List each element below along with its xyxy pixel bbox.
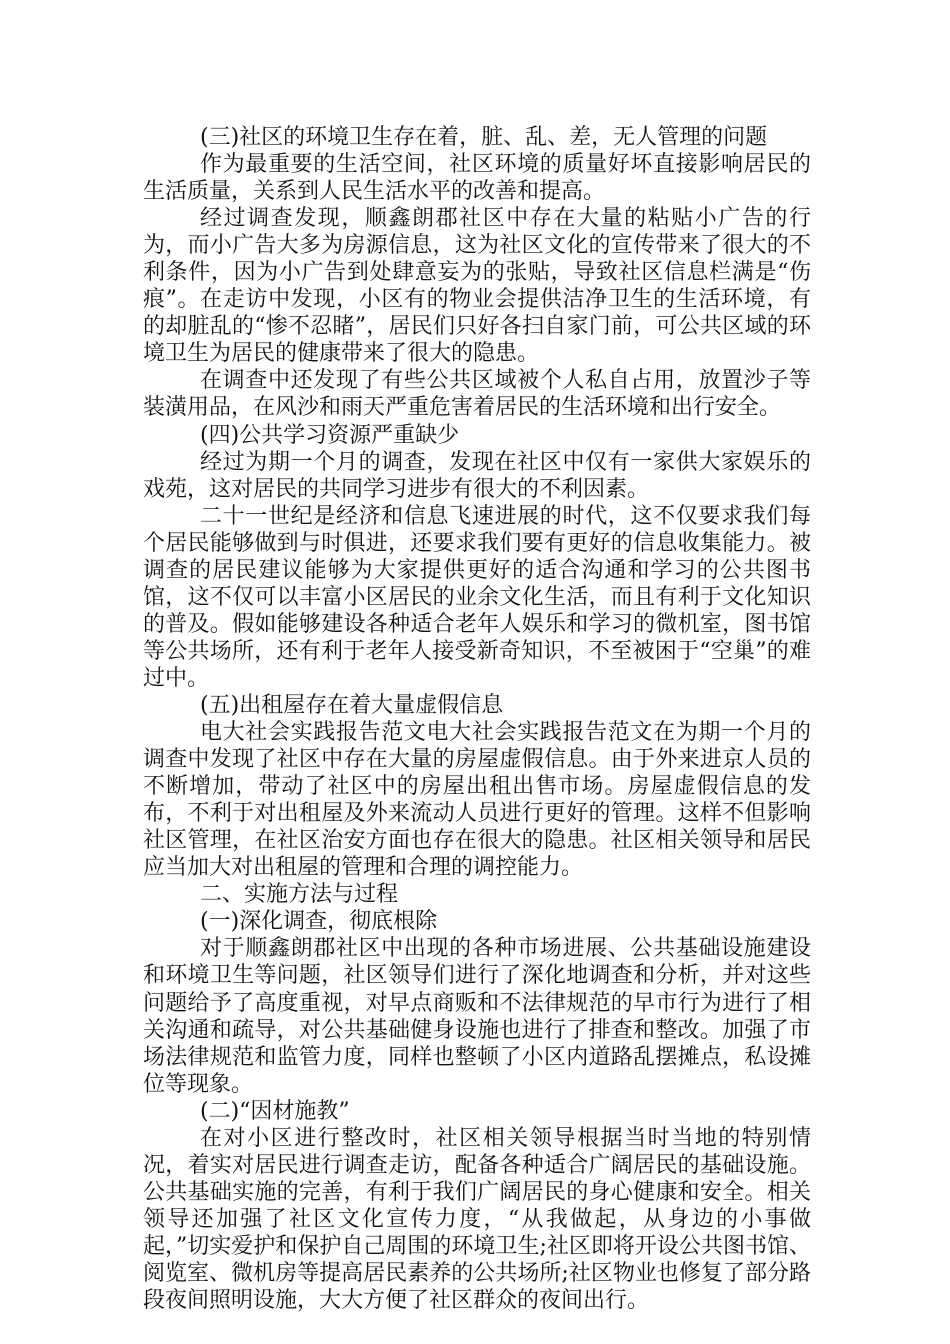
paragraph: 在对小区进行整改时，社区相关领导根据当时当地的特别情况，着实对居民进行调查走访，配备各种适合广阔居民的基础设施。公共基础实施的完善，有利于我们广阔居民的身心健康和安全。相关领导还加强了社区文化宣传力度，“从我做起，从身边的小事做起，”切实爱护和保护自己周围的环境卫生;社区即将开设公共图书馆、阅览室、微机房等提高居民素养的公共场所;社区物业也修复了部分路段夜间照明设施，大大方便了社区群众的夜间出行。: [143, 1125, 811, 1314]
section-heading-rental-info: (五)出租屋存在着大量虚假信息: [200, 692, 504, 718]
paragraph: 在调查中还发现了有些公共区域被个人私自占用，放置沙子等装潢用品，在风沙和雨天严重危害着居民的生活环境和出行安全。: [143, 368, 811, 421]
section-heading-methods: 二、实施方法与过程: [200, 882, 399, 908]
paragraph: 电大社会实践报告范文电大社会实践报告范文在为期一个月的调查中发现了社区中存在大量的房屋虚假信息。由于外来进京人员的不断增加，带动了社区中的房屋出租出售市场。房屋虚假信息的发布，不利于对出租屋及外来流动人员进行更好的管理。这样不但影响社区管理，在社区治安方面也存在很大的隐患。社区相关领导和居民应当加大对出租屋的管理和合理的调控能力。: [143, 720, 811, 881]
paragraph: 对于顺鑫朗郡社区中出现的各种市场进展、公共基础设施建设和环境卫生等问题，社区领导们进行了深化地调查和分析，并对这些问题给予了高度重视，对早点商贩和不法律规范的早市行为进行了相关沟通和疏导，对公共基础健身设施也进行了排查和整改。加强了市场法律规范和监管力度，同样也整顿了小区内道路乱摆摊点，私设摊位等现象。: [143, 936, 811, 1097]
paragraph: 经过为期一个月的调查，发现在社区中仅有一家供大家娱乐的戏苑，这对居民的共同学习进步有很大的不利因素。: [143, 449, 811, 502]
section-heading-environment: (三)社区的环境卫生存在着，脏、乱、差，无人管理的问题: [200, 125, 768, 150]
subsection-heading-tailored: (二)“因材施教”: [200, 1098, 350, 1124]
section-heading-learning-resources: (四)公共学习资源严重缺少: [200, 422, 460, 448]
document-body: [143, 124, 811, 1314]
paragraph: 作为最重要的生活空间，社区环境的质量好坏直接影响居民的生活质量，关系到人民生活水平的改善和提高。: [143, 152, 811, 205]
paragraph: 经过调查发现，顺鑫朗郡社区中存在大量的粘贴小广告的行为，而小广告大多为房源信息，这为社区文化的宣传带来了很大的不利条件，因为小广告到处肆意妄为的张贴，导致社区信息栏满是“伤痕”。在走访中发现，小区有的物业会提供洁净卫生的生活环境，有的却脏乱的“惨不忍睹”，居民们只好各扫自家门前，可公共区域的环境卫生为居民的健康带来了很大的隐患。: [143, 206, 811, 367]
paragraph: 二十一世纪是经济和信息飞速进展的时代，这不仅要求我们每个居民能够做到与时俱进，还要求我们要有更好的信息收集能力。被调查的居民建议能够为大家提供更好的适合沟通和学习的公共图书馆，这不仅可以丰富小区居民的业余文化生活，而且有利于文化知识的普及。假如能够建设各种适合老年人娱乐和学习的微机室，图书馆等公共场所，还有利于老年人接受新奇知识，不至被困于“空巢”的难过中。: [143, 503, 811, 691]
subsection-heading-investigation: (一)深化调查，彻底根除: [200, 909, 438, 935]
